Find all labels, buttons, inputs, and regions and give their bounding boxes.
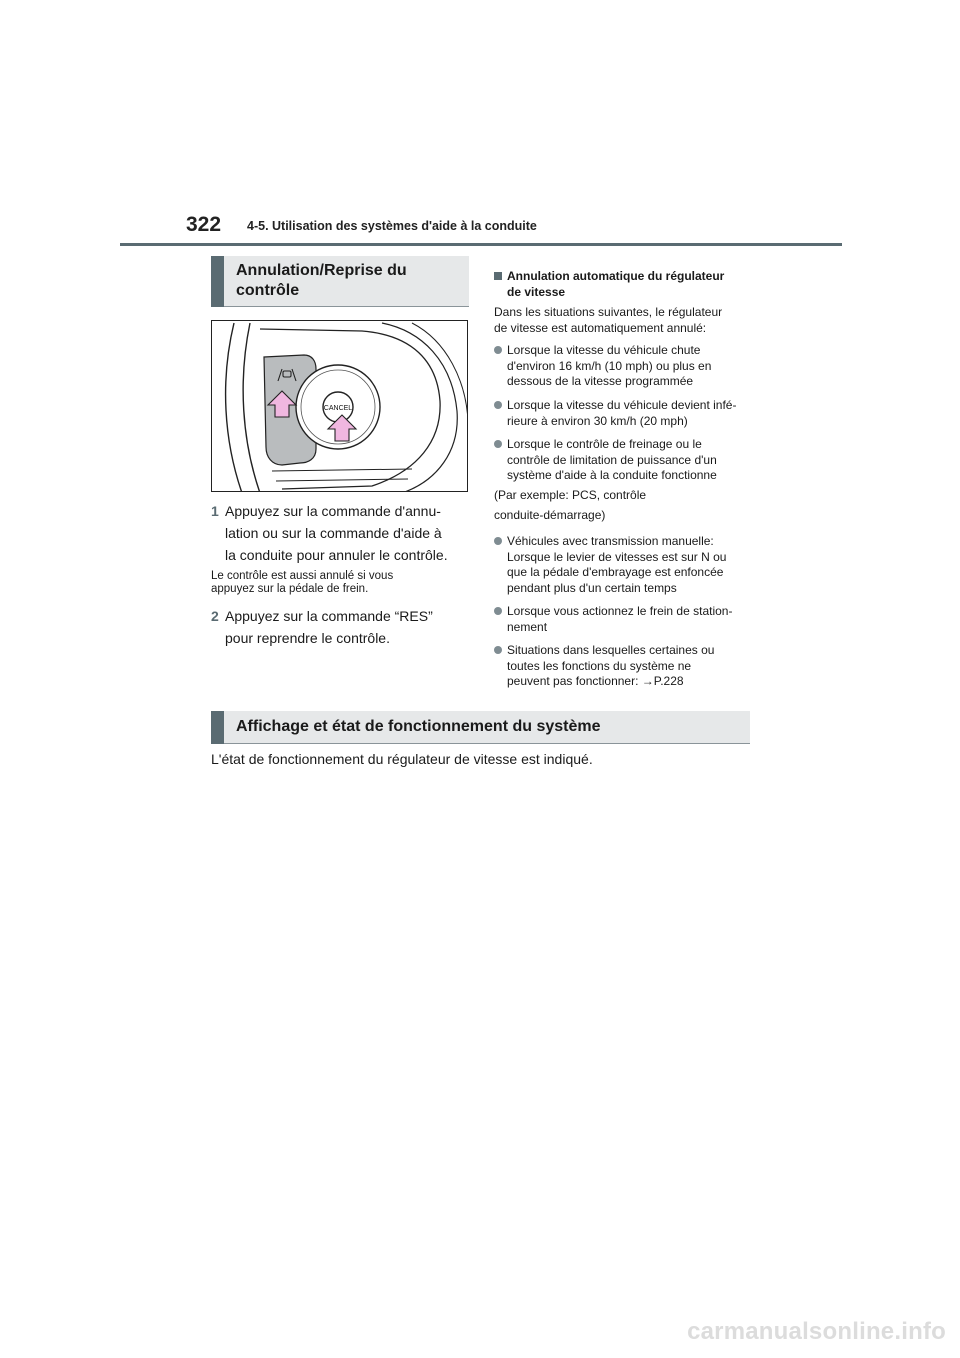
cancel-label: CANCEL [323, 405, 353, 412]
brake-note: Le contrôle est aussi annulé si vous appuyez sur la pédale de frein. [211, 570, 394, 595]
step-text: Appuyez sur la commande d'annu- lation ou sur la commande d'aide à la conduite pour annuler le contrôle. [225, 503, 448, 563]
steering-switch-drawing [212, 321, 468, 492]
list-item: Véhicules avec transmission manuelle: Lorsque le levier de vitesses est sur N ou que la pédale d'embrayage est enfoncée pendant plus d'un certain temps [494, 534, 756, 596]
heading-affichage-etat [211, 711, 750, 744]
step-number: 1 [211, 503, 219, 519]
auto-cancel-intro: Dans les situations suivantes, le régulateur de vitesse est automatiquement annulé: [494, 305, 723, 335]
step-2 [211, 605, 471, 649]
list-item: Situations dans lesquelles certaines ou toutes les fonctions du système ne peuvent pas fonctionner: →P.228 [494, 643, 756, 690]
step-1 [211, 500, 471, 566]
watermark: carmanualsonline.info [687, 1318, 946, 1345]
bullet-icon [494, 607, 502, 615]
list-item: Lorsque vous actionnez le frein de station- nement [494, 604, 756, 635]
bullet-icon [494, 537, 502, 545]
page-number: 322 [186, 213, 222, 236]
example-line: (Par exemple: PCS, contrôle [494, 488, 647, 502]
heading-title: Affichage et état de fonctionnement du système [236, 718, 601, 735]
heading-title: Annulation/Reprise du contrôle [236, 262, 407, 299]
list-item: Lorsque le contrôle de freinage ou le contrôle de limitation de puissance d'un système d'aide à la conduite fonctionne [494, 437, 756, 484]
list-item: Lorsque la vitesse du véhicule chute d'environ 16 km/h (10 mph) ou plus en dessous de la vitesse programmée [494, 343, 756, 390]
bullet-icon [494, 346, 502, 354]
bullet-icon [494, 646, 502, 654]
section-body-text: L'état de fonctionnement du régulateur de vitesse est indiqué. [211, 751, 593, 767]
header-divider [120, 243, 842, 246]
bullet-icon [494, 401, 502, 409]
bullet-icon [494, 440, 502, 448]
heading-accent-bar [211, 711, 224, 744]
square-bullet-icon [494, 272, 502, 280]
section-header: 4-5. Utilisation des systèmes d'aide à la conduite [247, 219, 537, 233]
subheading-auto-cancel: Annulation automatique du régulateur de vitesse [494, 269, 756, 300]
heading-annulation-reprise [211, 256, 469, 307]
step-text: Appuyez sur la commande “RES” pour reprendre le contrôle. [225, 608, 433, 646]
heading-accent-bar [211, 256, 224, 307]
steering-switch-illustration [211, 320, 468, 492]
list-item: Lorsque la vitesse du véhicule devient infé- rieure à environ 30 km/h (20 mph) [494, 398, 756, 429]
step-number: 2 [211, 608, 219, 624]
example-line: conduite-démarrage) [494, 508, 606, 522]
